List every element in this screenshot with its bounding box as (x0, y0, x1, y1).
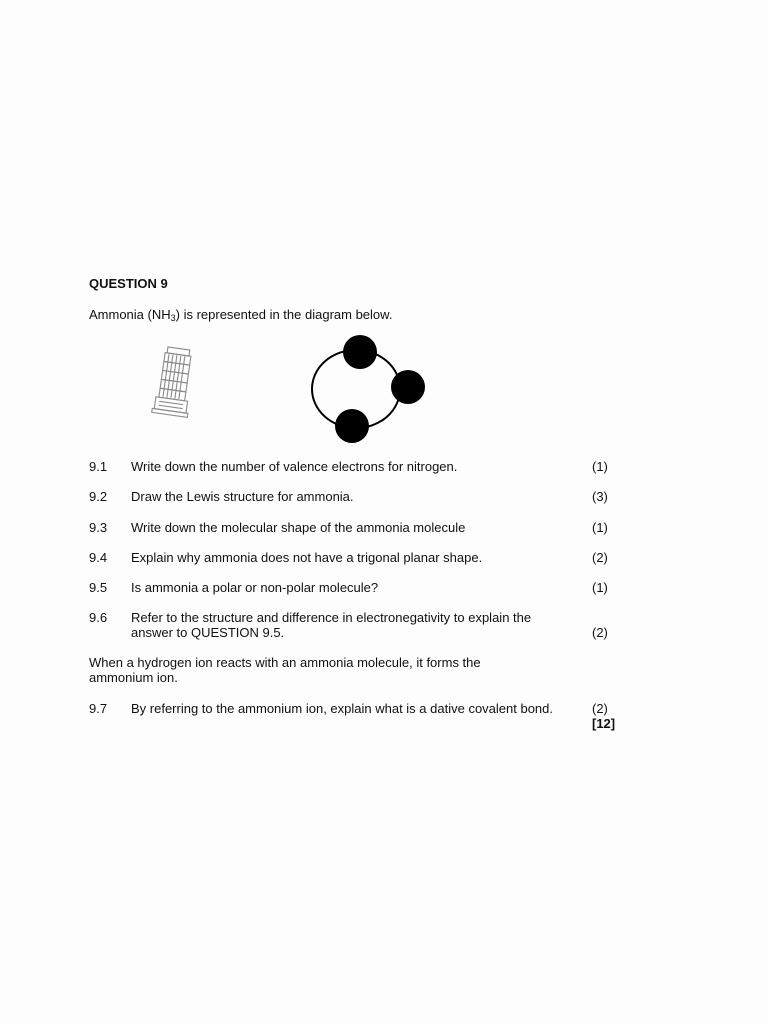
item-text: Draw the Lewis structure for ammonia. (131, 489, 354, 504)
hydrogen-atom-top (343, 335, 377, 369)
item-text: Is ammonia a polar or non-polar molecule? (131, 580, 379, 595)
item-number: 9.1 (89, 459, 108, 474)
hydrogen-atom-bottom (335, 409, 369, 443)
ammonia-molecule-diagram (300, 330, 435, 448)
item-number: 9.2 (89, 489, 108, 504)
item-number: 9.4 (89, 550, 108, 565)
item-marks: (1) (592, 520, 608, 535)
item-text: Write down the molecular shape of the ammonia molecule (131, 520, 466, 535)
item-marks: (2) (592, 550, 608, 565)
question-title: QUESTION 9 (89, 276, 168, 291)
question-intro (89, 307, 392, 323)
item-marks: (1) (592, 459, 608, 474)
item-number: 9.7 (89, 701, 108, 716)
item-text: Refer to the structure and difference in electronegativity to explain the answer to QUESTION 9.5. (131, 610, 532, 640)
item-marks: (2) (592, 625, 608, 640)
intro-text-end: ) is represented in the diagram below. (175, 307, 393, 322)
intro-text-start: Ammonia (NH (89, 307, 171, 322)
item-number: 9.5 (89, 580, 108, 595)
item-marks: (1) (592, 580, 608, 595)
item-marks: (3) (592, 489, 608, 504)
hydrogen-atom-right (391, 370, 425, 404)
intro-subscript: 3 (170, 313, 176, 323)
item-text: Write down the number of valence electrons for nitrogen. (131, 459, 458, 474)
item-text: By referring to the ammonium ion, explain what is a dative covalent bond. (131, 701, 554, 716)
item-number: 9.3 (89, 520, 108, 535)
item-marks: (2) (592, 701, 608, 716)
item-text: Explain why ammonia does not have a trigonal planar shape. (131, 550, 483, 565)
ammonium-paragraph: When a hydrogen ion reacts with an ammonia molecule, it forms the ammonium ion. (89, 655, 481, 685)
item-number: 9.6 (89, 610, 108, 625)
leaning-tower-icon (150, 345, 196, 421)
total-marks: [12] (592, 716, 616, 731)
